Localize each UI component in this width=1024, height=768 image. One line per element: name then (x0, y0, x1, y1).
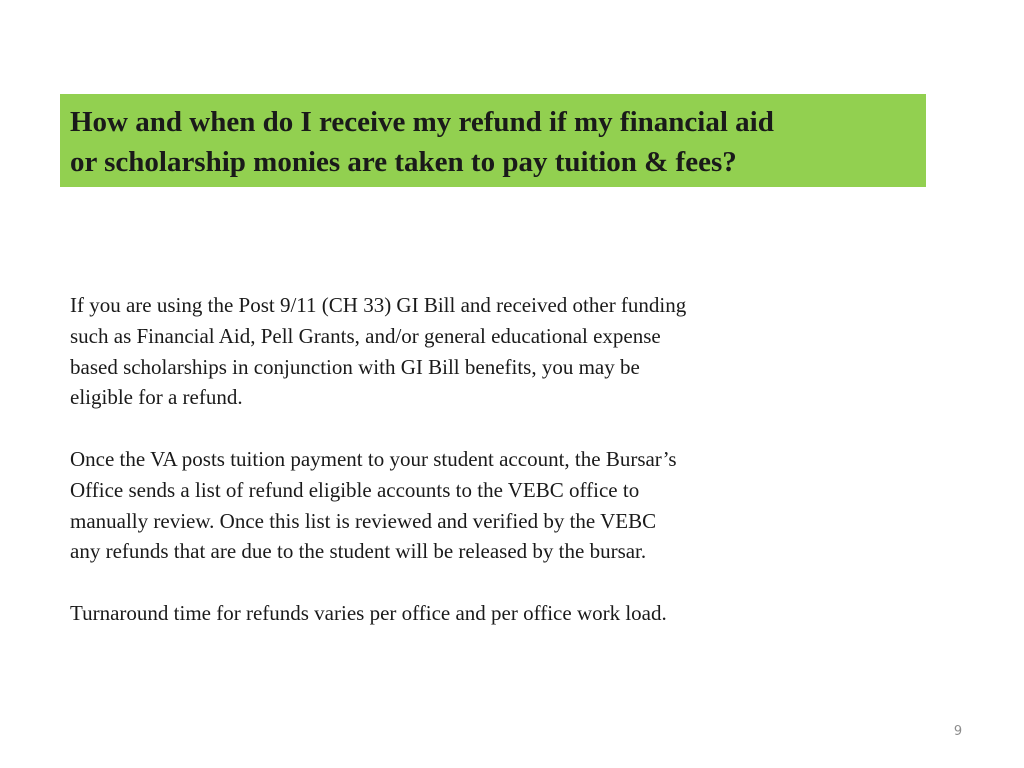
paragraph-gap (70, 413, 930, 444)
paragraph-2-line-4: any refunds that are due to the student will be released by the bursar. (70, 539, 647, 564)
title-box (60, 94, 926, 187)
page-number: 9 (953, 724, 963, 739)
paragraph-3-line-1: Turnaround time for refunds varies per office and per office work load. (70, 600, 667, 625)
paragraph-2-line-2: Office sends a list of refund eligible accounts to the VEBC office to (70, 477, 640, 502)
title-line-1: How and when do I receive my refund if my financial aid (70, 106, 774, 138)
paragraph-1-line-4: eligible for a refund. (70, 385, 243, 410)
paragraph-2-line-1: Once the VA posts tuition payment to your student account, the Bursar’s (70, 446, 677, 471)
paragraph-gap (70, 567, 930, 598)
paragraph-1-line-1: If you are using the Post 9/11 (CH 33) GI Bill and received other funding (70, 293, 687, 317)
body-text (70, 290, 930, 629)
paragraph-1-line-2: such as Financial Aid, Pell Grants, and/or general educational expense (70, 323, 661, 348)
paragraph-1-line-3: based scholarships in conjunction with GI Bill benefits, you may be (70, 354, 640, 379)
paragraph-2-line-3: manually review. Once this list is reviewed and verified by the VEBC (70, 508, 657, 533)
title-line-2: or scholarship monies are taken to pay tuition & fees? (70, 146, 737, 178)
